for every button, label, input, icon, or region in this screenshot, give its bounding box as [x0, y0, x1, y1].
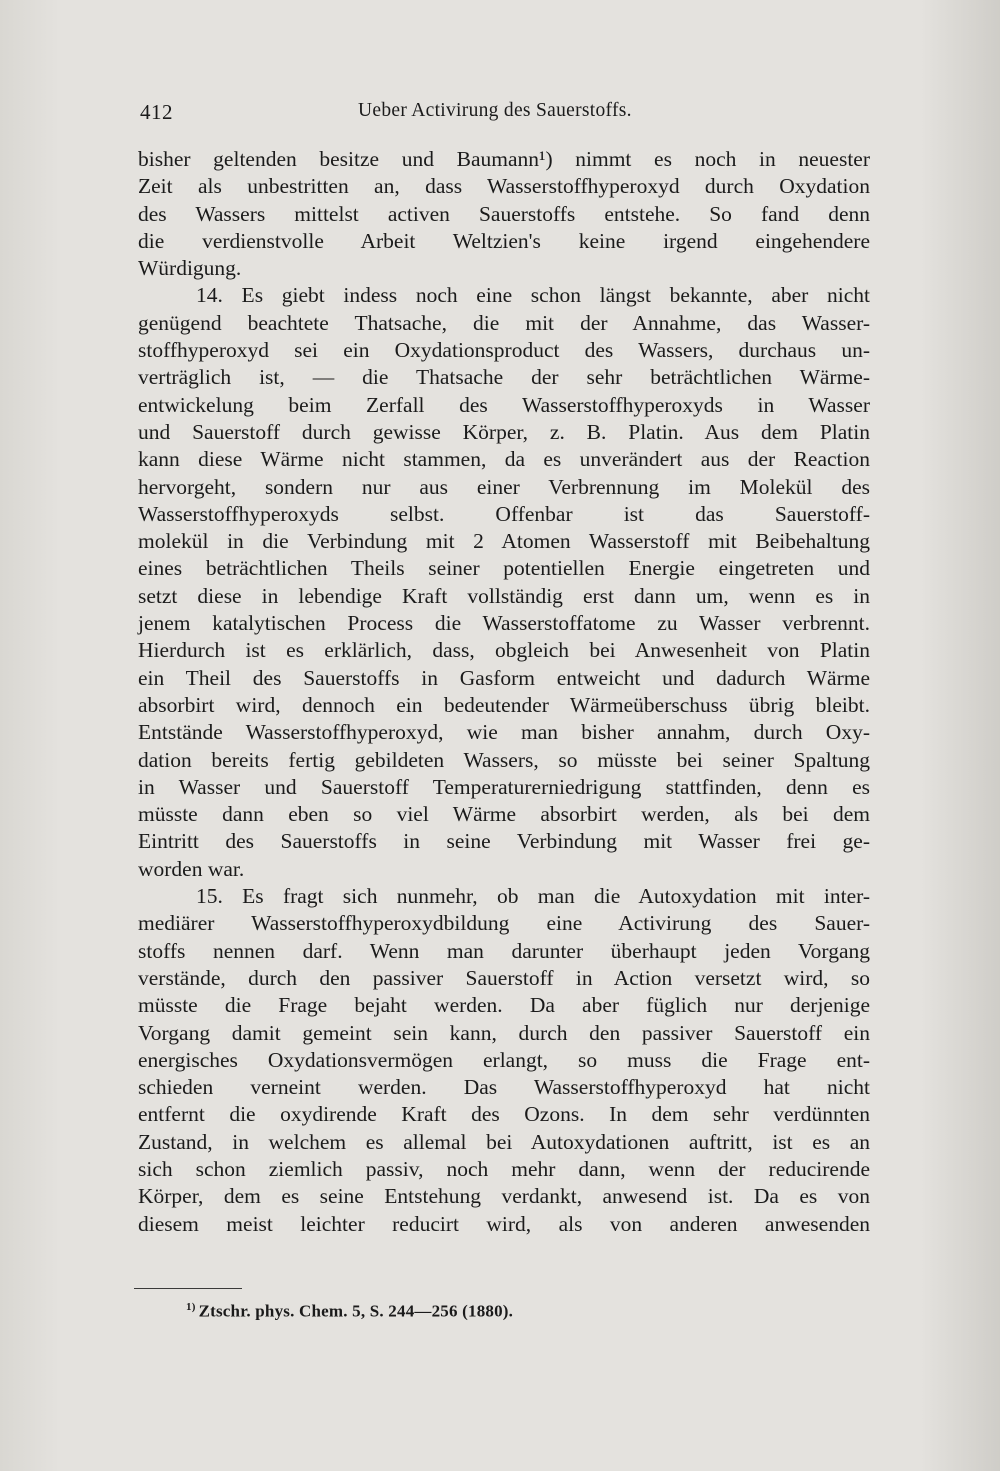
text-line: schieden verneint werden. Das Wasserstoffhyperoxyd hat nicht	[138, 1075, 870, 1100]
page-header	[140, 96, 868, 130]
text-line: dation bereits fertig gebildeten Wassers, so müsste bei seiner Spaltung	[138, 747, 870, 772]
footnote-rule	[134, 1288, 242, 1289]
footnote-marker: 1)	[186, 1301, 196, 1313]
text-line: Körper, dem es seine Entstehung verdankt, anwesend ist. Da es von	[138, 1184, 870, 1209]
text-line: Hierdurch ist es erklärlich, dass, obgleich bei Anwesenheit von Platin	[138, 638, 870, 663]
text-line: Zeit als unbestritten an, dass Wasserstoffhyperoxyd durch Oxydation	[138, 174, 870, 199]
text-line: diesem meist leichter reducirt wird, als von anderen anwesenden	[138, 1211, 870, 1236]
text-line: und Sauerstoff durch gewisse Körper, z. B. Platin. Aus dem Platin	[138, 419, 870, 444]
running-title: Ueber Activirung des Sauerstoffs.	[358, 100, 632, 121]
text-line: Eintritt des Sauerstoffs in seine Verbindung mit Wasser frei ge-	[138, 829, 870, 854]
text-line: sich schon ziemlich passiv, noch mehr dann, wenn der reducirende	[138, 1156, 870, 1181]
text-line: entfernt die oxydirende Kraft des Ozons. In dem sehr verdünnten	[138, 1102, 870, 1127]
text-line: Vorgang damit gemeint sein kann, durch den passiver Sauerstoff ein	[138, 1020, 870, 1045]
footnote-text: Ztschr. phys. Chem. 5, S. 244—256 (1880).	[198, 1301, 514, 1321]
paragraph-14-start: 14. Es giebt indess noch eine schon längst bekannte, aber nicht	[196, 283, 870, 308]
text-line: setzt diese in lebendige Kraft vollständig erst dann um, wenn es in	[138, 583, 870, 608]
text-line: bisher geltenden besitze und Baumann¹) nimmt es noch in neuester	[138, 147, 870, 171]
text-line: verträglich ist, — die Thatsache der sehr beträchtlichen Wärme-	[138, 365, 870, 390]
page-number: 412	[140, 100, 173, 124]
text-line: kann diese Wärme nicht stammen, da es unverändert aus der Reaction	[138, 447, 870, 472]
text-line: worden war.	[138, 856, 245, 881]
paragraph-15-start: 15. Es fragt sich nunmehr, ob man die Autoxydation mit inter-	[196, 884, 870, 909]
text-line: Entstände Wasserstoffhyperoxyd, wie man bisher annahm, durch Oxy-	[138, 720, 870, 745]
text-line: mediärer Wasserstoffhyperoxydbildung eine Activirung des Sauer-	[138, 911, 870, 936]
text-line: verstände, durch den passiver Sauerstoff in Action versetzt wird, so	[138, 965, 870, 990]
text-line: energisches Oxydationsvermögen erlangt, so muss die Frage ent-	[138, 1047, 870, 1072]
text-line: ein Theil des Sauerstoffs in Gasform entweicht und dadurch Wärme	[138, 665, 870, 690]
text-line: müsste die Frage bejaht werden. Da aber füglich nur derjenige	[138, 993, 870, 1018]
text-line: entwickelung beim Zerfall des Wasserstoffhyperoxyds in Wasser	[138, 392, 870, 417]
text-line: des Wassers mittelst activen Sauerstoffs entstehe. So fand denn	[138, 201, 870, 226]
text-line: Wasserstoffhyperoxyds selbst. Offenbar ist das Sauerstoff-	[138, 501, 870, 526]
text-line: Würdigung.	[138, 256, 242, 281]
text-line: jenem katalytischen Process die Wasserstoffatome zu Wasser verbrennt.	[138, 611, 870, 636]
text-line: genügend beachtete Thatsache, die mit der Annahme, das Wasser-	[138, 310, 870, 335]
text-line: stoffs nennen darf. Wenn man darunter überhaupt jeden Vorgang	[138, 938, 870, 963]
text-line: stoffhyperoxyd sei ein Oxydationsproduct des Wassers, durchaus un-	[138, 338, 870, 363]
text-line: die verdienstvolle Arbeit Weltzien's keine irgend eingehendere	[138, 228, 870, 253]
text-line: in Wasser und Sauerstoff Temperaturerniedrigung stattfinden, denn es	[138, 774, 870, 799]
text-line: Zustand, in welchem es allemal bei Autoxydationen auftritt, ist es an	[138, 1129, 870, 1154]
text-line: absorbirt wird, dennoch ein bedeutender Wärmeüberschuss übrig bleibt.	[138, 692, 870, 717]
text-line: müsste dann eben so viel Wärme absorbirt werden, als bei dem	[138, 802, 870, 827]
text-line: eines beträchtlichen Theils seiner potentiellen Energie eingetreten und	[138, 556, 870, 581]
text-line: hervorgeht, sondern nur aus einer Verbrennung im Molekül des	[138, 474, 870, 499]
text-line: molekül in die Verbindung mit 2 Atomen Wasserstoff mit Beibehaltung	[138, 529, 870, 554]
footnote	[186, 1301, 513, 1322]
body-text	[138, 146, 870, 1286]
